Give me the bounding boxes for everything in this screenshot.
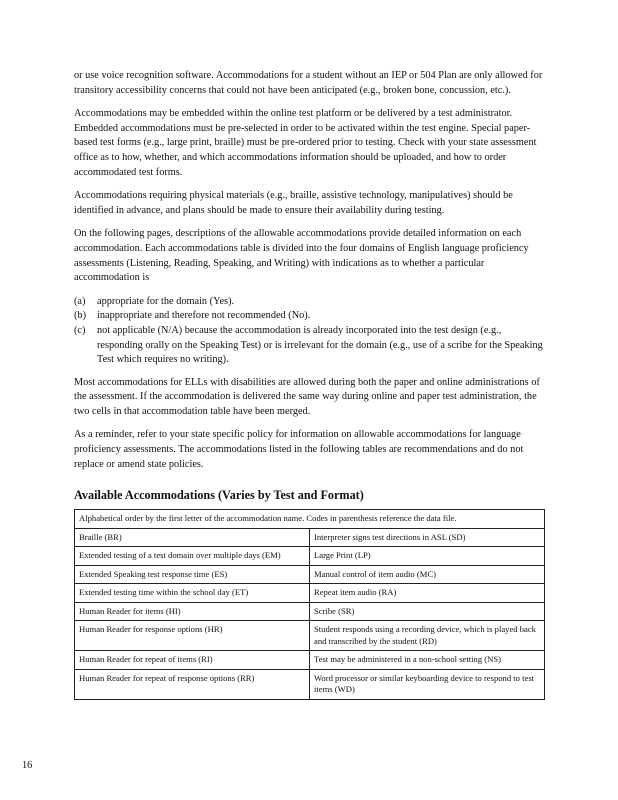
table-row bbox=[75, 621, 545, 651]
table-cell: Interpreter signs test directions in ASL (SD) bbox=[310, 528, 545, 547]
table-cell: Braille (BR) bbox=[75, 528, 310, 547]
table-cell: Test may be administered in a non-school setting (NS) bbox=[310, 651, 545, 670]
table-cell: Large Print (LP) bbox=[310, 547, 545, 566]
paragraph-1: or use voice recognition software. Accommodations for a student without an IEP or 504 Plan are only allowed for transitory accessibility concerns that could not have been anticipated (e.g., broken bone, concussion, etc.). bbox=[74, 70, 543, 96]
paragraph-4: On the following pages, descriptions of the allowable accommodations provide detailed information on each accommodation. Each accommodations table is divided into the four domains of English language proficiency assessments (Listening, Reading, Speaking, and Writing) with indications as to whether a particular accommodation is bbox=[74, 228, 529, 284]
table-cell: Student responds using a recording device, which is played back and transcribed by the student (RD) bbox=[310, 621, 545, 651]
table-cell: Manual control of item audio (MC) bbox=[310, 565, 545, 584]
table-header-row bbox=[75, 510, 545, 529]
paragraph-2: Accommodations may be embedded within the online test platform or be delivered by a test administrator. Embedded accommodations must be pre-selected in order to be activated within the test engine. Special paper-based test forms (e.g., large print, braille) must be pre-ordered prior to testing. Check with your state assessment office as to how, whether, and which accommodations information should be uploaded, and how to order accommodated test forms. bbox=[74, 108, 537, 178]
table-cell: Human Reader for repeat of items (RI) bbox=[75, 651, 310, 670]
table-cell: Human Reader for repeat of response options (RR) bbox=[75, 669, 310, 699]
page-content bbox=[74, 69, 544, 700]
page-number: 16 bbox=[22, 760, 33, 771]
table-cell: Repeat item audio (RA) bbox=[310, 584, 545, 603]
table-row bbox=[75, 669, 545, 699]
list-marker: (a) bbox=[74, 295, 86, 307]
table-cell: Scribe (SR) bbox=[310, 602, 545, 621]
table-row bbox=[75, 547, 545, 566]
table-cell: Human Reader for items (HI) bbox=[75, 602, 310, 621]
table-header-note: Alphabetical order by the first letter of the accommodation name. Codes in parenthesis reference the data file. bbox=[75, 510, 545, 529]
section-heading: Available Accommodations (Varies by Test and Format) bbox=[74, 488, 364, 503]
domain-indication-list bbox=[74, 295, 544, 368]
list-item bbox=[74, 309, 544, 324]
accommodations-table bbox=[74, 509, 545, 700]
list-item bbox=[74, 295, 544, 310]
list-marker: (b) bbox=[74, 310, 87, 322]
table-cell: Word processor or similar keyboarding device to respond to test items (WD) bbox=[310, 669, 545, 699]
list-item bbox=[74, 324, 544, 368]
paragraph-6: As a reminder, refer to your state specific policy for information on allowable accommodations for language proficiency assessments. The accommodations listed in the following tables are recommendations and do not replace or amend state policies. bbox=[74, 429, 524, 470]
table-row bbox=[75, 565, 545, 584]
table-cell: Extended testing time within the school day (ET) bbox=[75, 584, 310, 603]
list-item-text: inappropriate and therefore not recommended (No). bbox=[97, 310, 311, 322]
list-marker: (c) bbox=[74, 324, 86, 336]
paragraph-5: Most accommodations for ELLs with disabilities are allowed during both the paper and online administrations of the assessment. If the accommodation is delivered the same way during online and paper test administration, the two cells in that accommodation table have been merged. bbox=[74, 376, 540, 417]
table-row bbox=[75, 584, 545, 603]
table-cell: Extended Speaking test response time (ES) bbox=[75, 565, 310, 584]
list-item-text: not applicable (N/A) because the accommodation is already incorporated into the test design (e.g., responding orally on the Speaking Test) or is irrelevant for the domain (e.g., use of a scribe for the Speaking Test which requires no writing). bbox=[97, 324, 543, 366]
table-row bbox=[75, 651, 545, 670]
paragraph-3: Accommodations requiring physical materials (e.g., braille, assistive technology, manipulatives) should be identified in advance, and plans should be made to ensure their availability during testing. bbox=[74, 190, 513, 216]
table-cell: Human Reader for response options (HR) bbox=[75, 621, 310, 651]
table-cell: Extended testing of a test domain over multiple days (EM) bbox=[75, 547, 310, 566]
table-row bbox=[75, 528, 545, 547]
list-item-text: appropriate for the domain (Yes). bbox=[97, 295, 235, 307]
table-row bbox=[75, 602, 545, 621]
